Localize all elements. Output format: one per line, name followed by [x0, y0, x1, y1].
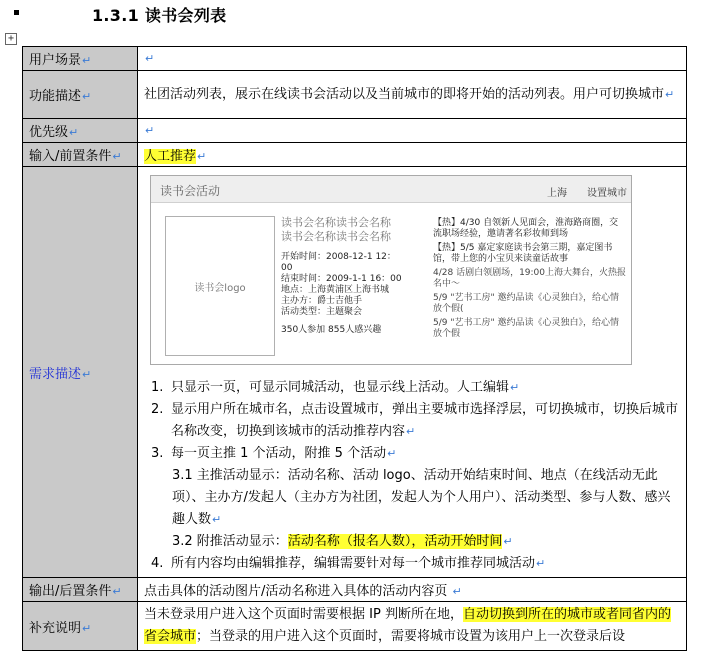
row-requirement — [23, 167, 687, 578]
list-item[interactable]: 5/9 "艺书工房" 邀约品读《心灵独白》，给心情放个假( — [433, 293, 619, 314]
list-item[interactable]: 【热】5/5 嘉定家庭读书会第三期，嘉定图书馆，带上您的小宝贝来读童话故事 — [433, 243, 613, 264]
activity-info — [281, 252, 406, 318]
activity-widget-mock — [150, 175, 632, 365]
row-scenario — [23, 47, 687, 71]
label-scenario: 用户场景↵ — [23, 47, 138, 71]
widget-title: 读书会活动 — [160, 184, 221, 198]
widget-current-city: 上海 — [547, 188, 567, 199]
activity-end-time: 结束时间：2009-1-1 16：00 — [281, 274, 402, 284]
value-function[interactable]: 社团活动列表，展示在线读书会活动以及当前城市的即将开始的活动列表。用户可切换城市↵ — [138, 71, 687, 119]
notes-highlight: 自动切换到所在的城市或者同省内的省会城市 — [144, 607, 671, 644]
row-priority — [23, 119, 687, 143]
value-postcondition[interactable]: 点击具体的活动图片/活动名称进入具体的活动内容页 ↵ — [138, 578, 687, 602]
requirement-table — [22, 46, 687, 651]
value-precondition[interactable]: 人工推荐↵ — [138, 143, 687, 167]
heading-bullet — [14, 10, 19, 15]
step-3: 3. 每一页主推 1 个活动，附推 5 个活动↵ — [151, 446, 397, 461]
label-requirement: 需求描述↵ — [23, 167, 138, 578]
widget-set-city-link[interactable]: 设置城市 — [587, 188, 627, 199]
activity-logo-placeholder[interactable]: 读书会logo — [165, 216, 275, 356]
step-2: 2. 显示用户所在城市名，点击设置城市，弹出主要城市选择浮层，可切换城市，切换后城市名称改变，切换到该城市的活动推荐内容↵ — [151, 402, 679, 439]
value-scenario[interactable]: ↵ — [138, 47, 687, 71]
list-item[interactable]: 【热】4/30 自领新人见面会，淮海路商圈，交流职场经验，邀请著名彩妆师到场 — [433, 218, 619, 239]
row-postcondition — [23, 578, 687, 602]
activity-participant-count: 350人参加 855人感兴趣 — [281, 325, 382, 335]
section-heading: 1.3.1 读书会列表 — [92, 6, 227, 25]
list-item[interactable]: 4/28 话剧白领剧场，19:00上海大舞台，火热报名中～ — [433, 268, 627, 289]
label-priority: 优先级↵ — [23, 119, 138, 143]
activity-name[interactable]: 读书会名称读书会名称读书会名称读书会名称 — [281, 216, 391, 243]
value-priority[interactable]: ↵ — [138, 119, 687, 143]
activity-type: 活动类型：主题聚会 — [281, 307, 363, 317]
list-item[interactable]: 5/9 "艺书工房" 邀约品读《心灵独白》，给心情放个假 — [433, 318, 619, 339]
widget-header — [151, 176, 631, 203]
label-notes: 补充说明↵ — [23, 602, 138, 651]
row-notes — [23, 602, 687, 651]
requirement-steps — [144, 377, 680, 575]
table-move-handle-icon[interactable]: + — [5, 33, 17, 45]
activity-place: 地点：上海黄浦区上海书城 — [281, 285, 390, 295]
label-postcondition: 输出/后置条件↵ — [23, 578, 138, 602]
step-4: 4. 所有内容均由编辑推荐，编辑需要针对每一个城市推荐同城活动↵ — [151, 556, 546, 571]
value-requirement[interactable] — [138, 167, 687, 578]
row-function — [23, 71, 687, 119]
step-3-2: 3.2 附推活动显示：活动名称（报名人数），活动开始时间↵ — [172, 534, 513, 549]
step-3-2-highlight: 活动名称（报名人数），活动开始时间 — [287, 534, 503, 549]
label-precondition: 输入/前置条件↵ — [23, 143, 138, 167]
step-3-1: 3.1 主推活动显示：活动名称、活动 logo、活动开始结束时间、地点（在线活动无此项）、主办方/发起人（主办方为社团，发起人为个人用户）、活动类型、参与人数、感兴趣人数↵ — [172, 468, 671, 527]
step-1: 1. 只显示一页，可显示同城活动，也显示线上活动。人工编辑↵ — [151, 380, 520, 395]
precondition-highlight: 人工推荐 — [144, 149, 197, 164]
label-function: 功能描述↵ — [23, 71, 138, 119]
value-notes[interactable]: 当未登录用户进入这个页面时需要根据 IP 判断所在地，自动切换到所在的城市或者同省内的省会城市；当登录的用户进入这个页面时，需要将城市设置为该用户上一次登录后设 — [138, 602, 687, 651]
activity-host: 主办方：爵士吉他手 — [281, 296, 363, 306]
row-precondition — [23, 143, 687, 167]
activity-start-time: 开始时间：2008-12-1 12：00 — [281, 252, 396, 273]
secondary-activity-list — [433, 218, 627, 343]
